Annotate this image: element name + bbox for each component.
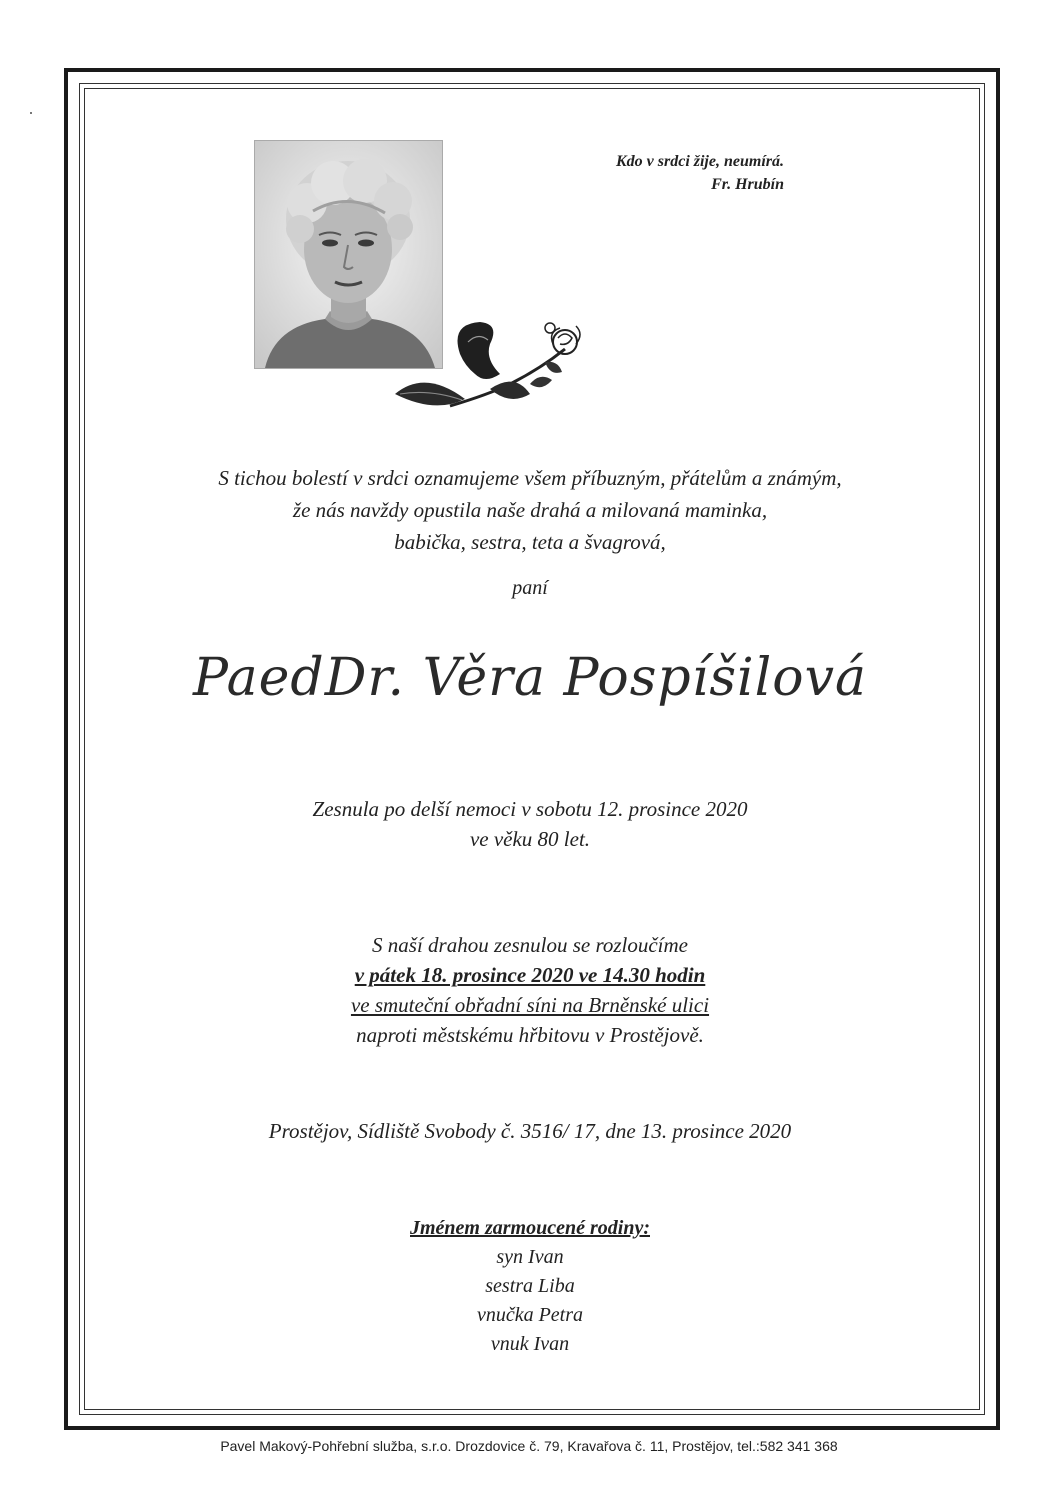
farewell-venue: ve smuteční obřadní síni na Brněnské ulici [350,993,710,1017]
death-line-2: ve věku 80 let. [469,827,591,851]
deceased-name: PaedDr. Věra Pospíšilová [193,648,867,708]
place-and-date: Prostějov, Sídliště Svobody č. 3516/ 17, dne 13. prosince 2020 [268,1119,792,1143]
death-notice [100,794,960,854]
family-member: vnučka Petra [476,1304,584,1326]
family-member: sestra Liba [485,1275,575,1297]
inner-border-frame [84,88,980,1410]
family-heading: Jménem zarmoucené rodiny: [410,1217,650,1239]
farewell-line-4: naproti městskému hřbitovu v Prostějově. [356,1023,704,1047]
intro-line-2: že nás navždy opustila naše drahá a milovaná maminka, [292,498,768,522]
death-line-1: Zesnula po delší nemoci v sobotu 12. prosince 2020 [312,797,748,821]
motto-quote [520,150,784,196]
family-signatures [100,1214,960,1359]
motto-author: Fr. Hrubín [711,176,784,193]
intro-line-3: babička, sestra, teta a švagrová, [394,530,666,554]
announcement-intro [100,462,960,558]
rose-ornament-icon [390,314,590,426]
salutation: paní [512,577,548,599]
motto-text: Kdo v srdci žije, neumírá. [615,153,784,170]
funeral-service-footer: Pavel Makový-Pohřební služba, s.r.o. Drozdovice č. 79, Kravařova č. 11, Prostějov, tel.:582 341 368 [220,1438,838,1454]
intro-line-1: S tichou bolestí v srdci oznamujeme všem příbuzným, přátelům a známým, [218,466,842,490]
family-member: vnuk Ivan [490,1333,570,1355]
scan-speck [30,112,32,114]
farewell-date-time: v pátek 18. prosince 2020 ve 14.30 hodin [354,963,706,987]
farewell-details [100,930,960,1050]
family-member: syn Ivan [496,1246,564,1268]
farewell-line-1: S naší drahou zesnulou se rozloučíme [372,933,688,957]
